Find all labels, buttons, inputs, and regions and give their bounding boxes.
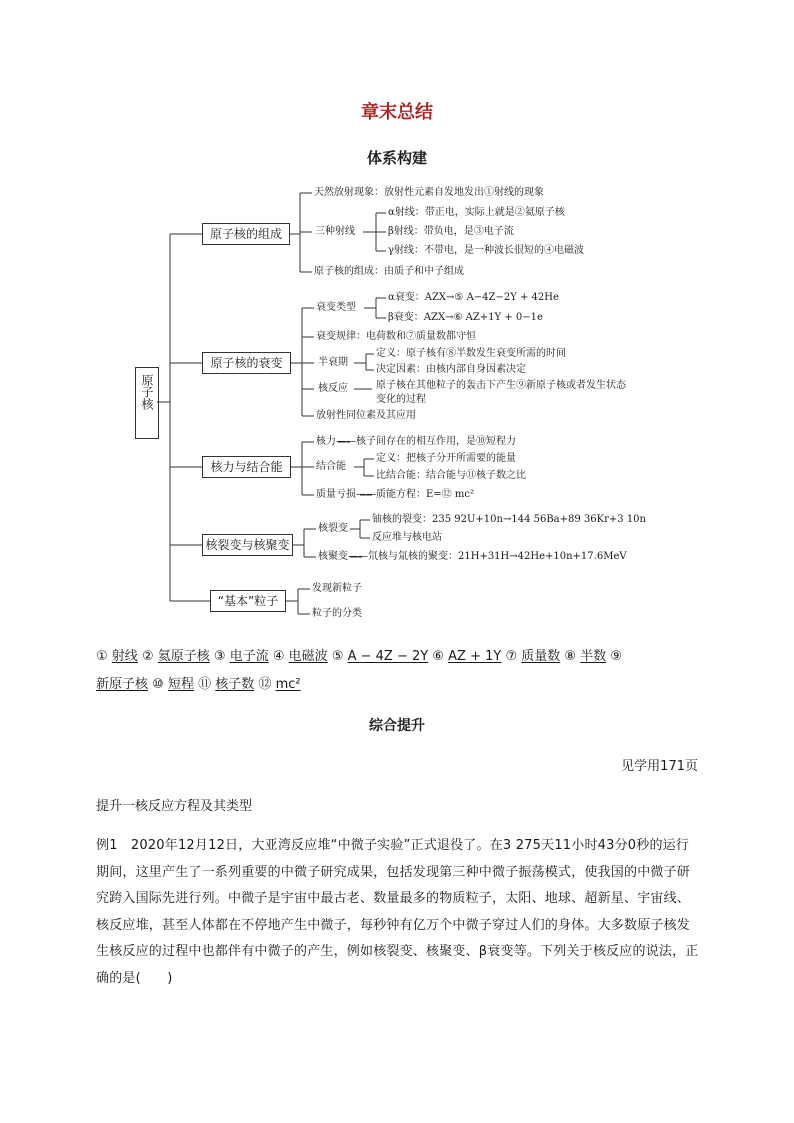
leaf-alpha-ray: α射线：带正电，实际上就是②氦原子核 xyxy=(388,207,565,218)
topic-heading: 提升一核反应方程及其类型 xyxy=(96,799,253,814)
leaf-binding-energy: 结合能 xyxy=(316,461,346,472)
leaf-half-life: 半衰期 xyxy=(318,357,348,368)
branch-composition: 原子核的组成 xyxy=(202,223,290,245)
branch-decay: 原子核的衰变 xyxy=(202,352,291,374)
leaf-isotopes: 放射性同位素及其应用 xyxy=(316,410,416,421)
leaf-binding-definition: 定义：把核子分开所需要的能量 xyxy=(376,453,516,464)
leaf-fission-equation: 铀核的裂变：235 92U+10n→144 56Ba+89 36Kr+3 10n xyxy=(372,514,646,525)
leaf-fission: 核裂变 xyxy=(318,523,348,534)
leaf-specific-binding: 比结合能：结合能与⑪核子数之比 xyxy=(376,470,526,481)
branch-fission-fusion: 核裂变与核聚变 xyxy=(202,534,293,556)
leaf-mass-defect: 质量亏损——质能方程：E=⑫ mc² xyxy=(316,489,474,500)
leaf-particle-classification: 粒子的分类 xyxy=(312,608,362,619)
answers-line-2: 新原子核 ⑩ 短程 ⑪ 核子数 ⑫ mc² xyxy=(96,677,301,692)
leaf-natural-radioactivity: 天然放射现象：放射性元素自发地发出①射线的现象 xyxy=(314,187,544,198)
leaf-beta-ray: β射线：带负电，是③电子流 xyxy=(388,226,514,237)
leaf-beta-decay: β衰变：AZX→⑥ AZ+1Y + 0−1e xyxy=(388,312,543,323)
leaf-reaction-def-2: 变化的过程 xyxy=(376,394,426,405)
root-node: 原子核 xyxy=(135,367,159,439)
leaf-three-rays: 三种射线 xyxy=(315,226,355,237)
leaf-nucleus-composition: 原子核的组成：由质子和中子组成 xyxy=(314,266,464,277)
leaf-half-life-definition: 定义：原子核有⑧半数发生衰变所需的时间 xyxy=(376,348,566,359)
leaf-gamma-ray: γ射线：不带电，是一种波长很短的④电磁波 xyxy=(388,245,584,256)
section-title-improve: 综合提升 xyxy=(369,718,425,734)
leaf-nuclear-reaction: 核反应 xyxy=(318,383,348,394)
leaf-reaction-def-1: 原子核在其他粒子的轰击下产生⑨新原子核或者发生状态 xyxy=(376,380,626,391)
leaf-new-particles: 发现新粒子 xyxy=(312,583,362,594)
leaf-nuclear-force: 核力——核子间存在的相互作用，是⑩短程力 xyxy=(316,436,516,447)
branch-particles: “基本”粒子 xyxy=(210,590,286,612)
page-title: 章末总结 xyxy=(361,102,433,123)
section-title-structure: 体系构建 xyxy=(366,149,427,167)
leaf-decay-types: 衰变类型 xyxy=(316,302,356,313)
answers-line-1: ① 射线 ② 氦原子核 ③ 电子流 ④ 电磁波 ⑤ A − 4Z − 2Y ⑥ AZ + 1Y ⑦ 质量数 ⑧ 半数 ⑨ xyxy=(96,649,623,664)
leaf-fusion: 核聚变——氘核与氚核的聚变：21H+31H→42He+10n+17.6MeV xyxy=(318,551,627,562)
branch-binding: 核力与结合能 xyxy=(202,456,291,478)
page-reference: 见学用171页 xyxy=(621,759,698,774)
leaf-alpha-decay: α衰变：AZX→⑤ A−4Z−2Y + 42He xyxy=(388,292,559,303)
example-paragraph: 例1 2020年12月12日，大亚湾反应堆“中微子实验”正式退役了。在3 275天11小时43分0秒的运行期间，这里产生了一系列重要的中微子研究成果，包括发现第三种中微子振荡模式，使我国的中微子研究跨入国际先进行列。中微子是宇宙中最古老、数量最多的物质粒子，太阳、地球、超新星、宇宙线、核反应堆，甚至人体都在不停地产生中微子，每秒钟有亿万个中微子穿过人们的身体。大多数原子核发生核反应的过程中也都伴有中微子的产生，例如核裂变、核聚变、β衰变等。下列关于核反应的说法，正确的是( ) xyxy=(96,838,699,986)
leaf-reactor: 反应堆与核电站 xyxy=(372,532,442,543)
leaf-decay-rule: 衰变规律：电荷数和⑦质量数都守恒 xyxy=(316,331,476,342)
leaf-half-life-factor: 决定因素：由核内部自身因素决定 xyxy=(376,364,526,375)
